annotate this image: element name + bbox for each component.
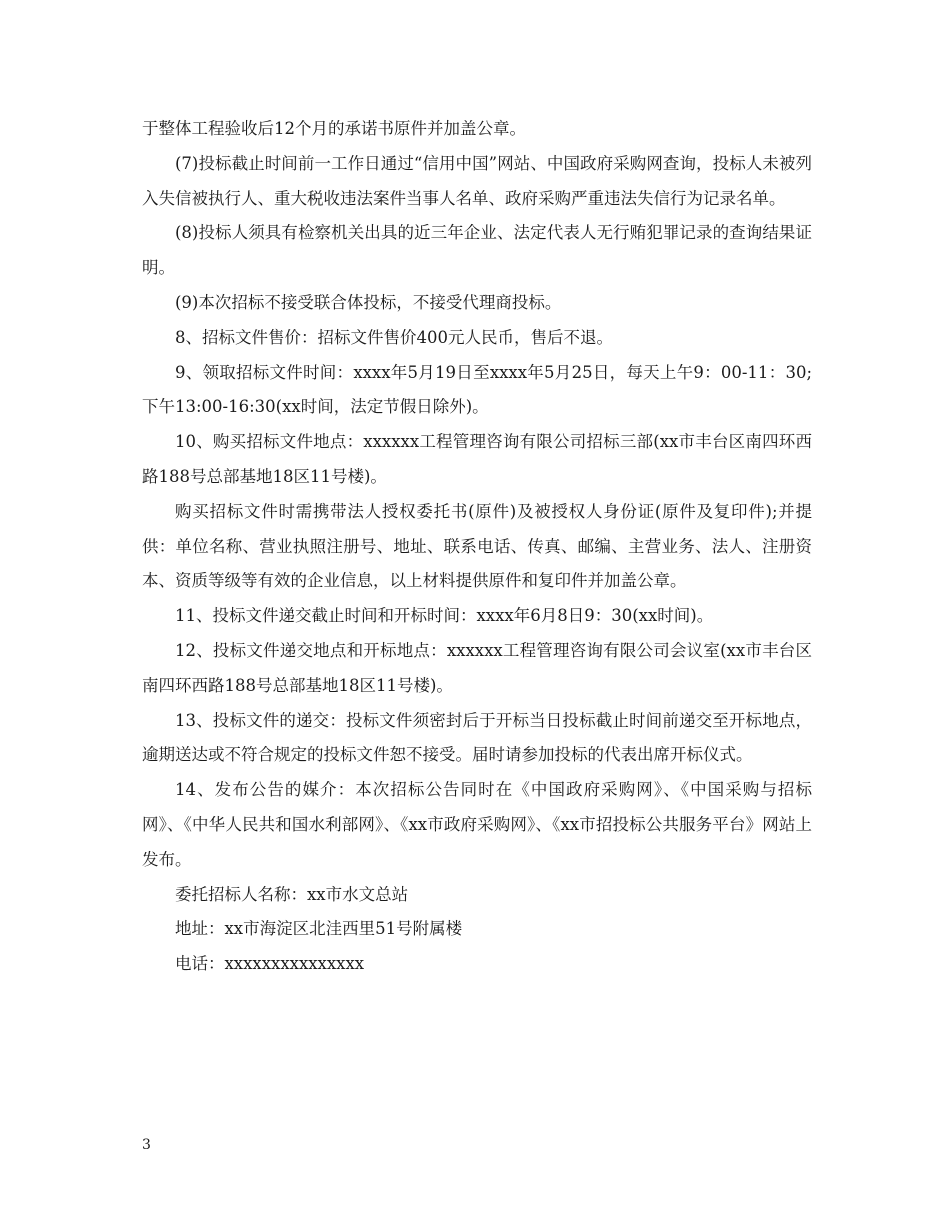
paragraph-6: 9、领取招标文件时间：xxxx年5月19日至xxxx年5月25日，每天上午9：00-11：30;下午13:00-16:30(xx时间，法定节假日除外)。 [142, 362, 812, 417]
paragraph-8: 购买招标文件时需携带法人授权委托书(原件)及被授权人身份证(原件及复印件);并提供：单位名称、营业执照注册号、地址、联系电话、传真、邮编、主营业务、法人、注册资本、资质等级等有效的企业信息，以上材料提供原件和复印件并加盖公章。 [142, 501, 812, 591]
paragraph-2: (7)投标截止时间前一工作日通过“信用中国”网站、中国政府采购网查询，投标人未被列入失信被执行人、重大税收违法案件当事人名单、政府采购严重违法失信行为记录名单。 [142, 153, 812, 208]
paragraph-5: 8、招标文件售价：招标文件售价400元人民币，售后不退。 [175, 327, 613, 347]
contact-name: 委托招标人名称：xx市水文总站 [175, 884, 409, 904]
paragraph-7: 10、购买招标文件地点：xxxxxx工程管理咨询有限公司招标三部(xx市丰台区南四环西路188号总部基地18区11号楼)。 [142, 432, 812, 486]
contact-address: 地址：xx市海淀区北洼西里51号附属楼 [175, 919, 463, 939]
paragraph-10: 12、投标文件递交地点和开标地点：xxxxxx工程管理咨询有限公司会议室(xx市丰台区南四环西路188号总部基地18区11号楼)。 [142, 640, 812, 695]
paragraph-3: (8)投标人须具有检察机关出具的近三年企业、法定代表人无行贿犯罪记录的查询结果证明。 [142, 223, 812, 278]
paragraph-1: 于整体工程验收后12个月的承诺书原件并加盖公章。 [142, 119, 526, 138]
page-number: 3 [142, 1137, 151, 1153]
paragraph-11: 13、投标文件的递交：投标文件须密封后于开标当日投标截止时间前递交至开标地点，逾期送达或不符合规定的投标文件恕不接受。届时请参加投标的代表出席开标仪式。 [142, 710, 812, 765]
contact-phone: 电话：xxxxxxxxxxxxxxx [175, 954, 365, 974]
paragraph-12: 14、发布公告的媒介：本次招标公告同时在《中国政府采购网》、《中国采购与招标网》、《中华人民共和国水利部网》、《xx市政府采购网》、《xx市招投标公共服务平台》网站上发布。 [142, 780, 812, 869]
paragraph-9: 11、投标文件递交截止时间和开标时间：xxxx年6月8日9：30(xx时间)。 [175, 606, 714, 626]
paragraph-4: (9)本次招标不接受联合体投标，不接受代理商投标。 [175, 292, 562, 312]
document-body [142, 112, 812, 982]
